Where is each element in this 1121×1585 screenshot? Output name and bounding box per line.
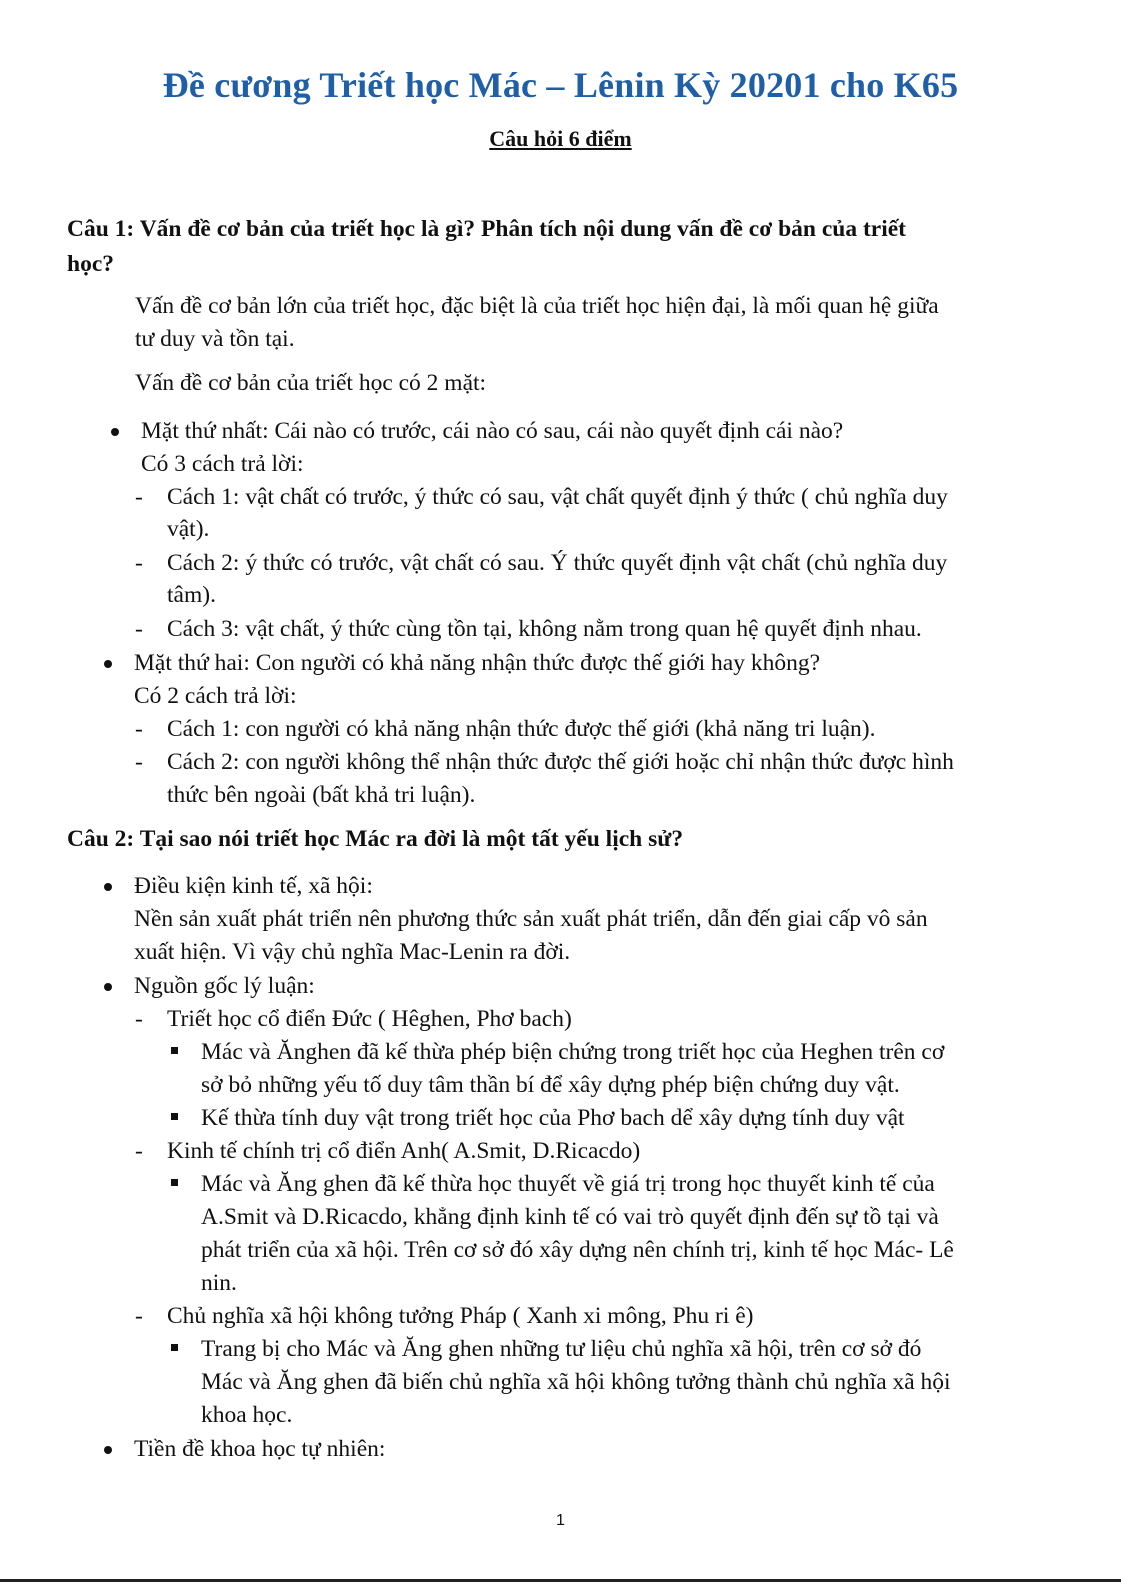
dash-icon: - [135, 716, 143, 742]
list-item-way-1-cont: vật). [167, 516, 210, 542]
square-bullet-icon [171, 1113, 178, 1120]
question-2-heading: Câu 2: Tại sao nói triết học Mác ra đời là một tất yếu lịch sử? [67, 826, 684, 852]
sub-item-hegel-cont: sở bỏ những yếu tố duy tâm thần bí để xây dựng phép biện chứng duy vật. [201, 1072, 900, 1098]
question-1-heading: Câu 1: Vấn đề cơ bản của triết học là gì? Phân tích nội dung vấn đề cơ bản của triết [67, 216, 907, 242]
list-item-side-1: Mặt thứ nhất: Cái nào có trước, cái nào có sau, cái nào quyết định cái nào? [141, 418, 844, 444]
document-title: Đề cương Triết học Mác – Lênin Kỳ 20201 cho K65 [162, 65, 959, 105]
bullet-dot-icon [104, 660, 112, 668]
q1-paragraph: Vấn đề cơ bản lớn của triết học, đặc biệt là của triết học hiện đại, là mối quan hệ giữa [135, 293, 939, 319]
sub-item-value-theory-cont: nin. [201, 1270, 237, 1296]
list-item-english-economics: Kinh tế chính trị cổ điển Anh( A.Smit, D.Ricacdo) [167, 1138, 641, 1164]
page-number: 1 [556, 1512, 565, 1529]
list-item-way-1: Cách 1: vật chất có trước, ý thức có sau, vật chất quyết định ý thức ( chủ nghĩa duy [167, 484, 948, 510]
q1-paragraph-cont: tư duy và tồn tại. [135, 326, 295, 352]
sub-item-hegel: Mác và Ănghen đã kế thừa phép biện chứng trong triết học của Heghen trên cơ [201, 1039, 945, 1065]
sub-item-value-theory-cont: A.Smit và D.Ricacdo, khẳng định kinh tế có vai trò quyết định đến sự tồ tại và [201, 1204, 939, 1230]
dash-icon: - [135, 1006, 143, 1032]
bullet-dot-icon [104, 1446, 112, 1454]
list-item-theoretical-origins: Nguồn gốc lý luận: [134, 973, 315, 999]
sub-item-scientific-socialism-cont: khoa học. [201, 1402, 293, 1428]
list-item-way-2-cont: tâm). [167, 582, 216, 608]
list-item-way-2b: Cách 2: con người không thể nhận thức được thế giới hoặc chỉ nhận thức được hình [167, 749, 954, 775]
square-bullet-icon [171, 1179, 178, 1186]
bullet-dot-icon [111, 428, 119, 436]
paragraph-economic-cont: xuất hiện. Vì vậy chủ nghĩa Mac-Lenin ra đời. [134, 939, 571, 965]
dash-icon: - [135, 550, 143, 576]
dash-icon: - [135, 1303, 143, 1329]
list-item-way-2a: Cách 1: con người có khả năng nhận thức được thế giới (khả năng tri luận). [167, 716, 876, 742]
list-item-natural-science: Tiền đề khoa học tự nhiên: [134, 1436, 386, 1462]
bullet-dot-icon [104, 983, 112, 991]
sub-item-value-theory: Mác và Ăng ghen đã kế thừa học thuyết về giá trị trong học thuyết kinh tế của [201, 1171, 935, 1197]
dash-icon: - [135, 1138, 143, 1164]
list-item-side-2: Mặt thứ hai: Con người có khả năng nhận thức được thế giới hay không? [134, 650, 821, 676]
dash-icon: - [135, 616, 143, 642]
list-item-economic-conditions: Điều kiện kinh tế, xã hội: [134, 873, 373, 899]
paragraph-economic: Nền sản xuất phát triển nên phương thức sản xuất phát triển, dẫn đến giai cấp vô sản [134, 906, 928, 932]
square-bullet-icon [171, 1344, 178, 1351]
page-bottom-rule [0, 1579, 1121, 1582]
list-item-side-1-answers: Có 3 cách trả lời: [141, 451, 304, 477]
bullet-dot-icon [104, 883, 112, 891]
square-bullet-icon [171, 1047, 178, 1054]
section-subtitle: Câu hỏi 6 điểm [489, 126, 632, 151]
list-item-utopian-socialism: Chủ nghĩa xã hội không tưởng Pháp ( Xanh xi mông, Phu ri ê) [167, 1303, 754, 1329]
sub-item-scientific-socialism: Trang bị cho Mác và Ăng ghen những tư liệu chủ nghĩa xã hội, trên cơ sở đó [201, 1336, 922, 1362]
sub-item-feuerbach: Kế thừa tính duy vật trong triết học của Phơ bach dể xây dựng tính duy vật [201, 1105, 905, 1131]
q1-paragraph-2: Vấn đề cơ bản của triết học có 2 mặt: [135, 370, 487, 396]
list-item-german-philosophy: Triết học cổ điển Đức ( Hêghen, Phơ bach) [167, 1006, 572, 1032]
dash-icon: - [135, 749, 143, 775]
list-item-way-2: Cách 2: ý thức có trước, vật chất có sau. Ý thức quyết định vật chất (chủ nghĩa duy [167, 550, 948, 576]
sub-item-value-theory-cont: phát triển của xã hội. Trên cơ sở đó xây dựng nên chính trị, kinh tế học Mác- Lê [201, 1237, 954, 1263]
dash-icon: - [135, 484, 143, 510]
list-item-way-3: Cách 3: vật chất, ý thức cùng tồn tại, không nằm trong quan hệ quyết định nhau. [167, 616, 922, 642]
list-item-way-2b-cont: thức bên ngoài (bất khả tri luận). [167, 782, 476, 808]
sub-item-scientific-socialism-cont: Mác và Ăng ghen đã biến chủ nghĩa xã hội không tưởng thành chủ nghĩa xã hội [201, 1369, 951, 1395]
list-item-side-2-answers: Có 2 cách trả lời: [134, 683, 297, 709]
question-1-heading-cont: học? [67, 251, 114, 277]
